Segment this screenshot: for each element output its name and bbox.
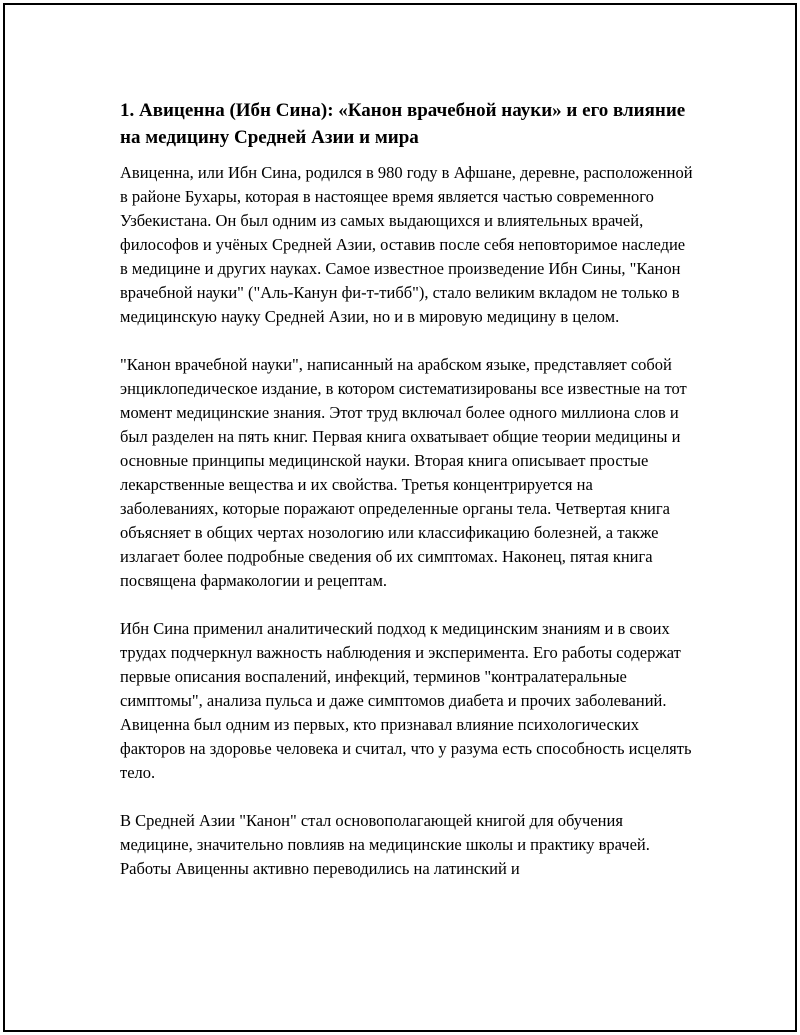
- paragraph-influence: В Средней Азии "Канон" стал основополагающей книгой для обучения медицине, значительно повлияв на медицинские школы и практику врачей. Работы Авиценны активно переводились на латинский и: [120, 811, 650, 878]
- document-body: [120, 97, 695, 905]
- paragraph-method: Ибн Сина применил аналитический подход к медицинским знаниям и в своих трудах подчеркнул важность наблюдения и эксперимента. Его работы содержат первые описания воспалений, инфекций, терминов "контралатеральные симптомы", анализа пульса и даже симптомов диабета и прочих заболеваний. Авиценна был одним из первых, кто признавал влияние психологических факторов на здоровье человека и считал, что у разума есть способность исцелять тело.: [120, 619, 692, 782]
- document-title: 1. Авиценна (Ибн Сина): «Канон врачебной науки» и его влияние на медицину Средней Азии и мира: [120, 100, 686, 148]
- paragraph-canon-structure: "Канон врачебной науки", написанный на арабском языке, представляет собой энциклопедическое издание, в котором систематизированы все известные на тот момент медицинские знания. Этот труд включал более одного миллиона слов и был разделен на пять книг. Первая книга охватывает общие теории медицины и основные принципы медицинской науки. Вторая книга описывает простые лекарственные вещества и их свойства. Третья концентрируется на заболеваниях, которые поражают определенные органы тела. Четвертая книга объясняет в общих чертах нозологию или классификацию болезней, а также излагает более подробные сведения об их симптомах. Наконец, пятая книга посвящена фармакологии и рецептам.: [120, 355, 687, 590]
- page: [3, 3, 797, 1032]
- paragraph-birth: Авиценна, или Ибн Сина, родился в 980 году в Афшане, деревне, расположенной в районе Бухары, которая в настоящее время является частью современного Узбекистана. Он был одним из самых выдающихся и влиятельных врачей, философов и учёных Средней Азии, оставив после себя неповторимое наследие в медицине и других науках. Самое известное произведение Ибн Сины, "Канон врачебной науки" ("Аль-Канун фи-т-тибб"), стало великим вкладом не только в медицинскую науку Средней Азии, но и в мировую медицину в целом.: [120, 163, 693, 326]
